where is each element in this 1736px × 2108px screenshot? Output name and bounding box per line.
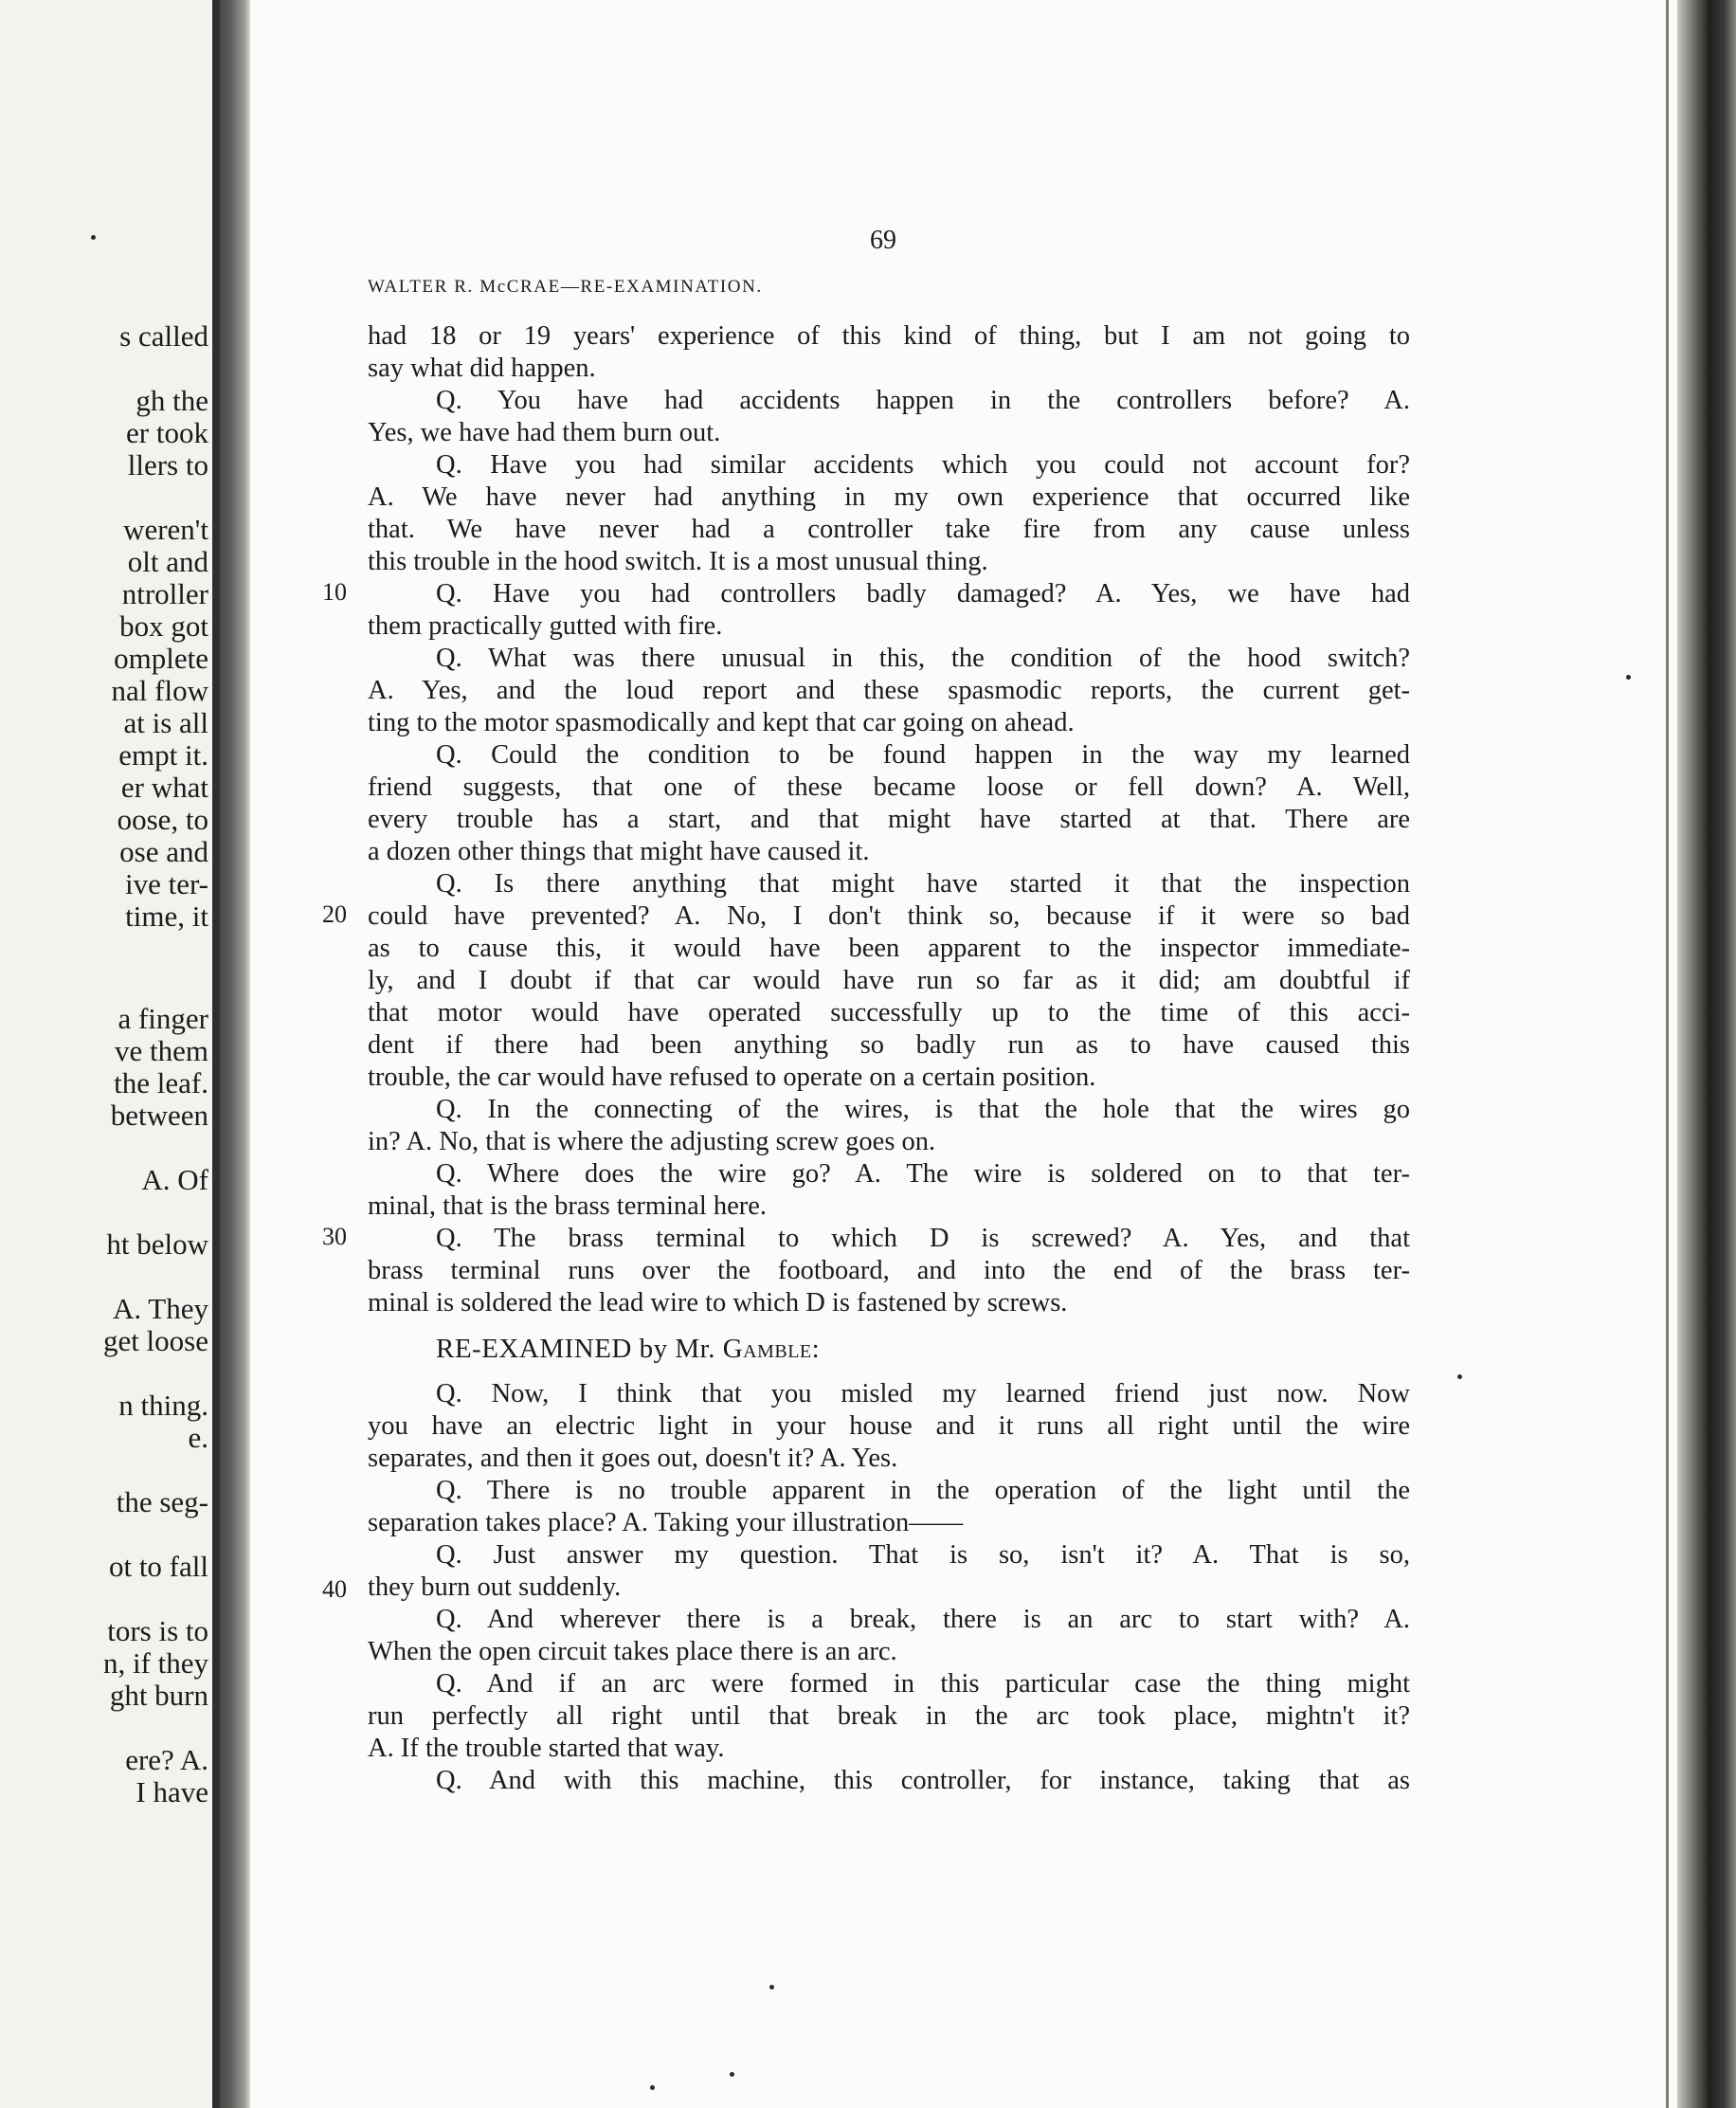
scan-speck xyxy=(1457,1374,1462,1379)
text-line: could have prevented? A. No, I don't think so, because if it were so bad xyxy=(368,901,1410,931)
text-line: that. We have never had a controller take fire from any cause unless xyxy=(368,515,1410,544)
left-page-fragment: get loose xyxy=(102,1324,208,1357)
left-page-fragment: a finger xyxy=(118,1002,208,1035)
gutter xyxy=(220,0,250,2108)
left-page-fragment: at is all xyxy=(123,706,208,739)
text-line: Q. The brass terminal to which D is screwed? A. Yes, and that xyxy=(436,1224,1410,1253)
left-page-fragment: A. Of xyxy=(141,1163,208,1196)
text-line: run perfectly all right until that break in the arc took place, mightn't it? xyxy=(368,1701,1410,1731)
text-line: as to cause this, it would have been apparent to the inspector immediate- xyxy=(368,934,1410,963)
text-line: every trouble has a start, and that might have started at that. There are xyxy=(368,805,1410,834)
text-line: friend suggests, that one of these became loose or fell down? A. Well, xyxy=(368,772,1410,802)
text-line: had 18 or 19 years' experience of this kind of thing, but I am not going to xyxy=(368,321,1410,351)
left-page-fragment: er took xyxy=(126,416,208,449)
text-line: When the open circuit takes place there is an arc. xyxy=(368,1637,897,1666)
running-head: WALTER R. McCRAE—RE-EXAMINATION. xyxy=(368,277,763,297)
text-line: minal, that is the brass terminal here. xyxy=(368,1191,768,1221)
left-page-fragment: n thing. xyxy=(118,1389,208,1422)
text-line: this trouble in the hood switch. It is a most unusual thing. xyxy=(368,547,988,576)
left-page-fragment: time, it xyxy=(125,900,208,933)
page-edge-shadow xyxy=(1677,0,1736,2108)
line-number: 10 xyxy=(322,578,347,606)
text-line: Q. What was there unusual in this, the condition of the hood switch? xyxy=(436,644,1410,673)
examiner-name: Gamble xyxy=(722,1334,812,1364)
text-line: Q. There is no trouble apparent in the operation of the light until the xyxy=(436,1476,1410,1505)
left-page-fragment: s called xyxy=(119,319,208,353)
left-page-fragment: e. xyxy=(188,1421,208,1454)
left-page-fragment: the leaf. xyxy=(114,1066,208,1099)
text-line: Yes, we have had them burn out. xyxy=(368,418,721,447)
scan-speck xyxy=(769,1985,774,1990)
text-line: dent if there had been anything so badly run as to have caused this xyxy=(368,1030,1410,1060)
heading-text: RE-EXAMINED by Mr. xyxy=(436,1334,723,1364)
text-line: Q. Have you had similar accidents which you could not account for? xyxy=(436,450,1410,480)
left-page-fragment: llers to xyxy=(127,448,208,482)
text-line: ting to the motor spasmodically and kept that car going on ahead. xyxy=(368,708,1075,737)
page-edge-line xyxy=(1666,0,1669,2108)
text-line: ly, and I doubt if that car would have run so far as it did; am doubtful if xyxy=(368,966,1410,995)
transcript-body xyxy=(368,320,1410,1797)
text-line: Q. Just answer my question. That is so, isn't it? A. That is so, xyxy=(436,1540,1410,1570)
left-page-fragment: the seg- xyxy=(116,1485,208,1518)
page-number: 69 xyxy=(870,226,896,255)
line-number: 20 xyxy=(322,900,347,928)
scan-speck xyxy=(650,2085,655,2090)
scan-speck xyxy=(730,2072,734,2077)
left-page-fragment: ght burn xyxy=(109,1679,208,1712)
left-page-fragment: ere? A. xyxy=(125,1743,208,1776)
text-line: Q. And with this machine, this controller, for instance, taking that as xyxy=(436,1766,1410,1795)
left-page-fragment: nal flow xyxy=(111,674,208,707)
left-page-fragment: empt it. xyxy=(118,738,208,772)
text-line: Q. In the connecting of the wires, is that the hole that the wires go xyxy=(436,1095,1410,1124)
text-line: a dozen other things that might have caused it. xyxy=(368,837,870,866)
text-line: minal is soldered the lead wire to which D is fastened by screws. xyxy=(368,1288,1068,1318)
text-line: say what did happen. xyxy=(368,354,596,383)
text-line: them practically gutted with fire. xyxy=(368,611,723,641)
text-line: they burn out suddenly. xyxy=(368,1572,622,1602)
left-page-fragment: ve them xyxy=(115,1034,208,1067)
left-page-fragment: olt and xyxy=(127,545,208,578)
left-page-fragment: weren't xyxy=(123,513,208,546)
text-line: trouble, the car would have refused to operate on a certain position. xyxy=(368,1063,1096,1092)
left-page-fragment: box got xyxy=(119,609,208,643)
text-line: Q. Is there anything that might have started it that the inspection xyxy=(436,869,1410,899)
text-line: A. Yes, and the loud report and these spasmodic reports, the current get- xyxy=(368,676,1410,705)
text-line: in? A. No, that is where the adjusting screw goes on. xyxy=(368,1127,936,1156)
left-page-fragment: omplete xyxy=(114,642,208,675)
line-number: 30 xyxy=(322,1223,347,1250)
text-line: Q. And if an arc were formed in this particular case the thing might xyxy=(436,1669,1410,1699)
left-page-fragment: I have xyxy=(136,1775,208,1808)
text-line: Q. Where does the wire go? A. The wire is soldered on to that ter- xyxy=(436,1159,1410,1189)
left-page-fragment: gh the xyxy=(136,384,208,417)
text-line: Q. Have you had controllers badly damaged? A. Yes, we have had xyxy=(436,579,1410,609)
left-page-fragment: ose and xyxy=(119,835,208,868)
left-page-fragment: between xyxy=(110,1099,208,1132)
left-page-fragment: oose, to xyxy=(117,803,208,836)
text-line: brass terminal runs over the footboard, and into the end of the brass ter- xyxy=(368,1256,1410,1285)
left-page-fragment: tors is to xyxy=(107,1614,208,1647)
scan-speck xyxy=(91,235,96,240)
heading-colon: : xyxy=(811,1334,821,1364)
left-page-fragment: er what xyxy=(120,771,208,804)
left-page-fragment: ive ter- xyxy=(124,867,208,900)
scan-speck xyxy=(1626,675,1631,680)
left-page-fragment: ntroller xyxy=(121,577,208,610)
text-line: A. We have never had anything in my own experience that occurred like xyxy=(368,482,1410,512)
reexamination-heading xyxy=(368,1333,1410,1365)
text-line: that motor would have operated successfully up to the time of this acci- xyxy=(368,998,1410,1027)
text-line: separates, and then it goes out, doesn't it? A. Yes. xyxy=(368,1444,898,1473)
left-page-fragment: n, if they xyxy=(102,1646,208,1680)
text-line: Q. And wherever there is a break, there is an arc to start with? A. xyxy=(436,1605,1410,1634)
left-page-fragment: ot to fall xyxy=(108,1550,208,1583)
left-page-fragment: ht below xyxy=(106,1227,208,1261)
line-number: 40 xyxy=(322,1575,347,1603)
text-line: Q. You have had accidents happen in the controllers before? A. xyxy=(436,386,1410,415)
text-line: separation takes place? A. Taking your illustration—— xyxy=(368,1508,964,1537)
text-line: you have an electric light in your house and it runs all right until the wire xyxy=(368,1411,1410,1441)
left-page-fragment: A. They xyxy=(112,1292,208,1325)
left-page xyxy=(0,0,220,2108)
text-line: Q. Could the condition to be found happen in the way my learned xyxy=(436,740,1410,770)
text-line: Q. Now, I think that you misled my learned friend just now. Now xyxy=(436,1379,1410,1408)
text-line: A. If the trouble started that way. xyxy=(368,1734,725,1763)
